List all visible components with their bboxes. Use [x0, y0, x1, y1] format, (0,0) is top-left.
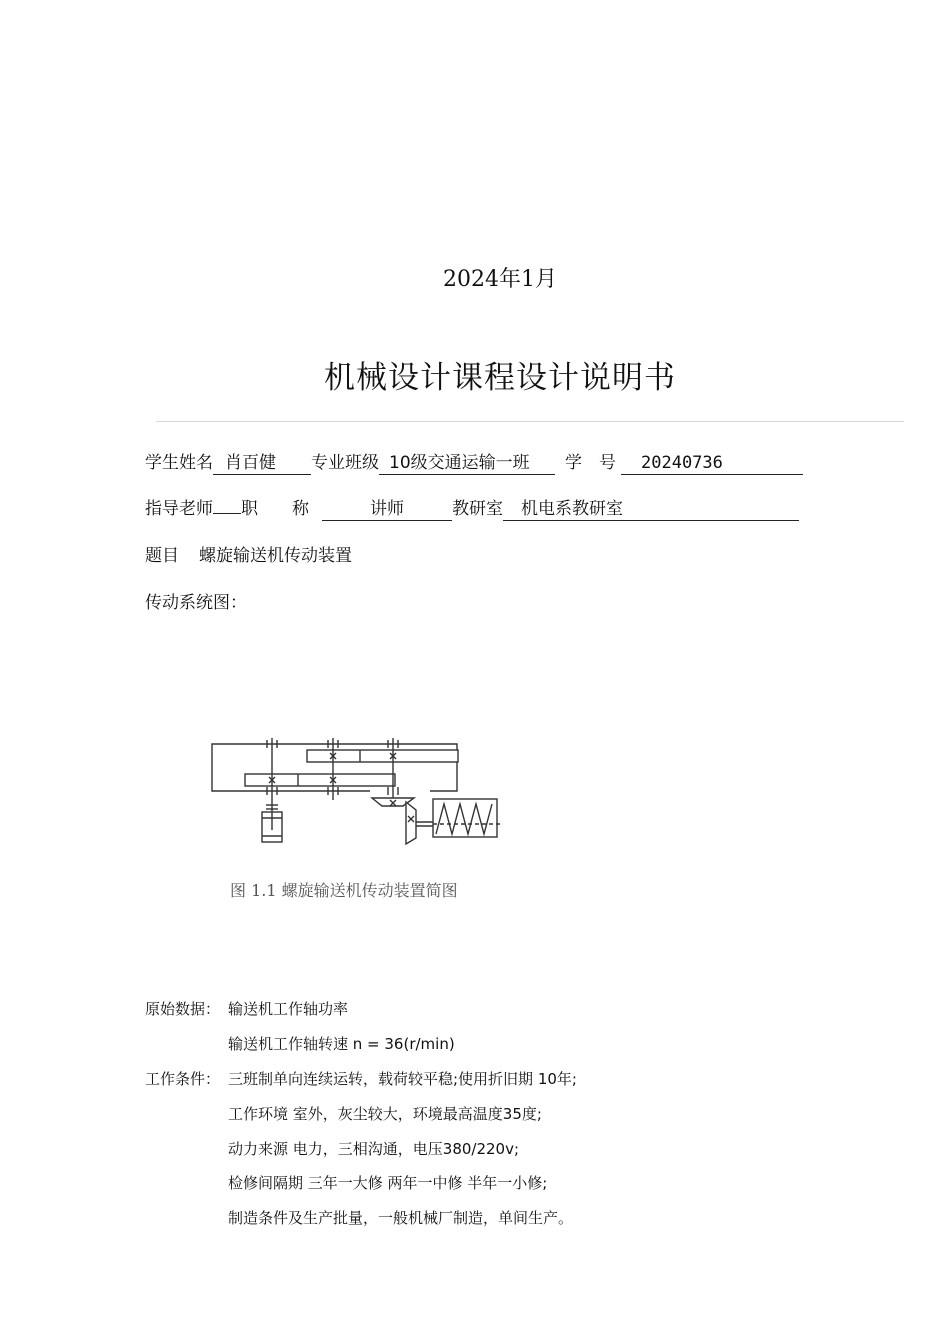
work-condition-4: 检修间隔期 三年一大修 两年一中修 半年一小修; — [228, 1174, 548, 1192]
work-condition-5: 制造条件及生产批量，一般机械厂制造，单间生产。 — [228, 1209, 574, 1227]
screw-helix — [436, 804, 492, 834]
advisor-value — [213, 512, 241, 514]
advisor-label: 指导老师 — [145, 499, 213, 519]
topic-value: 螺旋输送机传动装置 — [199, 546, 352, 566]
student-info-row — [145, 448, 803, 475]
student-id-value: 20240736 — [621, 453, 803, 475]
position-label: 职 称 — [241, 499, 309, 519]
speed-line: 输送机工作轴转速 n = 36(r/min) — [228, 1035, 455, 1053]
figure-caption: 图 1.1 螺旋输送机传动装置简图 — [230, 881, 458, 900]
document-title: 机械设计课程设计说明书 — [324, 360, 676, 396]
advisor-row — [145, 494, 799, 521]
upper-gear-bar — [307, 750, 458, 762]
screw-conveyor — [433, 799, 497, 837]
position-value: 讲师 — [322, 494, 452, 521]
major-label: 专业班级 — [311, 453, 379, 473]
student-name-label: 学生姓名 — [145, 453, 213, 473]
power-line: 输送机工作轴功率 — [228, 1000, 349, 1018]
title-divider — [156, 421, 904, 422]
work-condition-1: 三班制单向连续运转，载荷较平稳;使用折旧期 10年; — [228, 1070, 577, 1088]
bevel-gear-side — [406, 802, 416, 844]
office-label: 教研室 — [452, 499, 503, 519]
topic-row — [145, 541, 352, 566]
student-name-value: 肖百健 — [213, 448, 311, 475]
transmission-diagram — [200, 730, 510, 855]
diagram-label: 传动系统图： — [145, 593, 247, 613]
lower-gear-bar — [245, 774, 395, 786]
document-date: 2024年1月 — [443, 267, 557, 292]
work-conditions-label: 工作条件： — [145, 1070, 221, 1088]
major-value: 10级交通运输一班 — [379, 448, 555, 475]
student-id-label: 学 号 — [565, 453, 616, 473]
original-data-label: 原始数据： — [145, 1000, 221, 1018]
work-condition-2: 工作环境 室外，灰尘较大，环境最高温度35度; — [228, 1105, 542, 1123]
work-condition-3: 动力来源 电力，三相沟通，电压380/220v; — [228, 1140, 520, 1158]
office-value: 机电系教研室 — [503, 494, 799, 521]
topic-label: 题目 — [145, 546, 179, 566]
